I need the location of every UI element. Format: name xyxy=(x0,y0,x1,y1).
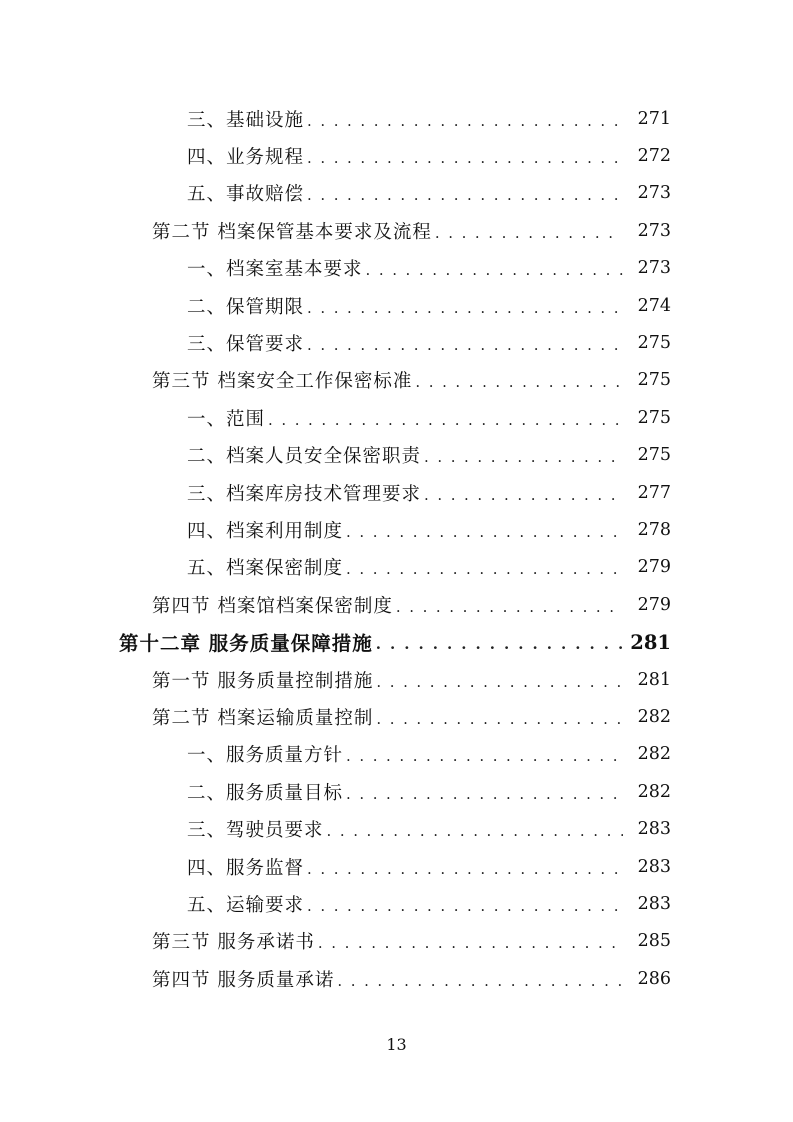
toc-entry-page: 273 xyxy=(637,258,671,279)
toc-entry-page: 281 xyxy=(630,630,671,654)
toc-entry-title: 二、保管期限 xyxy=(187,296,305,318)
dot-leader xyxy=(396,594,623,616)
dot-leader xyxy=(307,108,623,130)
toc-entry[interactable] xyxy=(0,698,793,735)
toc-entry[interactable] xyxy=(0,511,793,548)
toc-entry[interactable] xyxy=(0,661,793,698)
toc-entry[interactable] xyxy=(0,773,793,810)
toc-entry-page: 275 xyxy=(637,370,671,391)
dot-leader xyxy=(307,856,623,878)
toc-entry[interactable] xyxy=(0,137,793,174)
dot-leader xyxy=(307,295,623,317)
dot-leader xyxy=(376,669,623,691)
toc-entry[interactable] xyxy=(0,586,793,623)
toc-entry-title: 第四节 服务质量承诺 xyxy=(152,969,335,991)
toc-entry-page: 282 xyxy=(637,744,671,765)
toc-entry[interactable] xyxy=(0,885,793,922)
toc-entry-page: 279 xyxy=(637,594,671,615)
toc-entry-page: 275 xyxy=(637,445,671,466)
toc-entry[interactable] xyxy=(0,250,793,287)
dot-leader xyxy=(435,220,623,242)
toc-entry-title: 三、保管要求 xyxy=(187,333,305,355)
toc-entry-page: 275 xyxy=(637,332,671,353)
toc-entry-title: 五、事故赔偿 xyxy=(187,184,305,206)
page-number: 13 xyxy=(386,1035,407,1054)
toc-entry-title: 三、基础设施 xyxy=(187,109,305,131)
toc-entry-title: 第三节 档案安全工作保密标准 xyxy=(152,371,413,393)
toc-entry[interactable] xyxy=(0,212,793,249)
toc-entry[interactable] xyxy=(0,362,793,399)
toc-entry[interactable] xyxy=(0,437,793,474)
toc-entry[interactable] xyxy=(0,960,793,997)
toc-entry-title: 五、档案保密制度 xyxy=(187,558,344,580)
toc-entry-title: 三、驾驶员要求 xyxy=(187,820,324,842)
toc-entry-title: 第三节 服务承诺书 xyxy=(152,932,315,954)
toc-entry-page: 281 xyxy=(637,669,671,690)
toc-entry-page: 273 xyxy=(637,183,671,204)
toc-entry-page: 283 xyxy=(637,893,671,914)
toc-entry-title: 四、服务监督 xyxy=(187,857,305,879)
toc-entry-page: 274 xyxy=(637,295,671,316)
toc-entry[interactable] xyxy=(0,324,793,361)
toc-entry-title: 第二节 档案保管基本要求及流程 xyxy=(152,221,432,243)
dot-leader xyxy=(268,407,623,429)
toc-entry-title: 第二节 档案运输质量控制 xyxy=(152,707,374,729)
dot-leader xyxy=(307,893,623,915)
toc-entry[interactable] xyxy=(0,100,793,137)
toc-entry-page: 272 xyxy=(637,145,671,166)
dot-leader xyxy=(327,818,623,840)
toc-entry-page: 282 xyxy=(637,781,671,802)
dot-leader xyxy=(307,182,623,204)
toc-entry[interactable] xyxy=(0,811,793,848)
toc-entry[interactable] xyxy=(0,474,793,511)
toc-entry-title: 一、范围 xyxy=(187,408,266,430)
toc-entry[interactable] xyxy=(0,736,793,773)
toc-entry-title: 一、服务质量方针 xyxy=(187,745,344,767)
toc-entry-title: 五、运输要求 xyxy=(187,894,305,916)
dot-leader xyxy=(346,743,623,765)
toc-entry-title: 三、档案库房技术管理要求 xyxy=(187,483,422,505)
dot-leader xyxy=(307,332,623,354)
dot-leader xyxy=(366,257,623,279)
dot-leader xyxy=(346,519,623,541)
dot-leader xyxy=(346,781,623,803)
toc-entry[interactable] xyxy=(0,549,793,586)
toc-entry-title: 二、服务质量目标 xyxy=(187,782,344,804)
dot-leader xyxy=(424,482,623,504)
dot-leader xyxy=(424,444,623,466)
toc-entry-page: 286 xyxy=(637,968,671,989)
toc-entry-page: 283 xyxy=(637,819,671,840)
toc-entry-page: 275 xyxy=(637,407,671,428)
toc-entry-title: 一、档案室基本要求 xyxy=(187,259,363,281)
toc-entry-title: 四、业务规程 xyxy=(187,146,305,168)
dot-leader xyxy=(346,556,623,578)
toc-entry-page: 273 xyxy=(637,220,671,241)
dot-leader xyxy=(307,145,623,167)
toc-entry-title: 第四节 档案馆档案保密制度 xyxy=(152,595,393,617)
toc-entry-page: 271 xyxy=(637,108,671,129)
dot-leader xyxy=(415,369,623,391)
toc-entry-title: 四、档案利用制度 xyxy=(187,520,344,542)
dot-leader xyxy=(318,930,623,952)
toc-entry-title: 第十二章 服务质量保障措施 xyxy=(119,632,373,656)
toc-entry[interactable] xyxy=(0,923,793,960)
toc-entry[interactable] xyxy=(0,624,793,661)
dot-leader xyxy=(337,968,623,990)
toc-entry-page: 282 xyxy=(637,706,671,727)
toc-entry[interactable] xyxy=(0,175,793,212)
toc-entry[interactable] xyxy=(0,399,793,436)
toc-entry-page: 285 xyxy=(637,931,671,952)
toc-entry[interactable] xyxy=(0,848,793,885)
toc-entry-title: 第一节 服务质量控制措施 xyxy=(152,670,374,692)
dot-leader xyxy=(376,631,623,653)
toc-entry-page: 277 xyxy=(637,482,671,503)
toc-entry-title: 二、档案人员安全保密职责 xyxy=(187,446,422,468)
toc-entry-page: 283 xyxy=(637,856,671,877)
dot-leader xyxy=(376,706,623,728)
toc-entry-page: 279 xyxy=(637,557,671,578)
toc-entry[interactable] xyxy=(0,287,793,324)
toc-entry-page: 278 xyxy=(637,519,671,540)
